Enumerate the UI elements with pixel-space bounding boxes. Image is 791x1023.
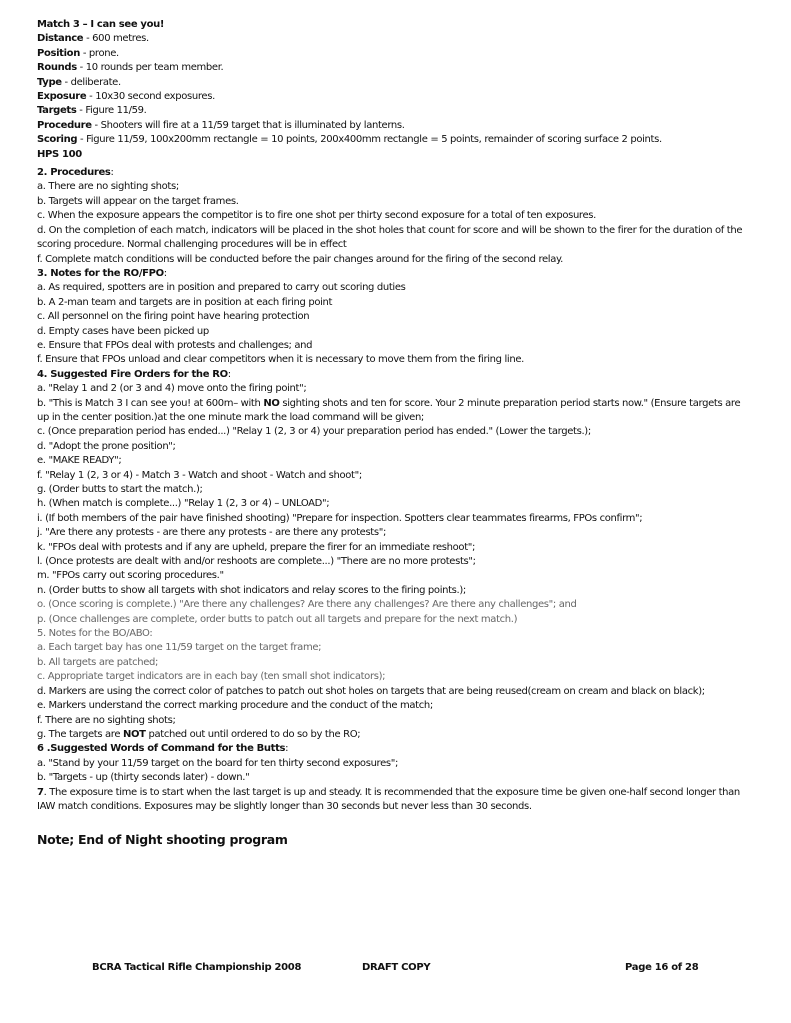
list-item: g. (Order butts to start the match.); <box>37 484 203 495</box>
list-item: e. "MAKE READY"; <box>37 455 122 467</box>
match-targets: Targets - Figure 11/59. <box>37 105 147 117</box>
list-item: a. There are no sighting shots; <box>37 181 179 193</box>
notes-bo-heading: 5. Notes for the BO/ABO: <box>37 628 153 640</box>
list-item: e. Markers understand the correct marking procedure and the conduct of the match; <box>37 700 433 712</box>
match-rounds: Rounds - 10 rounds per team member. <box>37 62 224 74</box>
match-hps: HPS 100 <box>37 148 82 160</box>
match-distance: Distance - 600 metres. <box>37 33 149 45</box>
footer-page-number: Page 16 of 28 <box>625 962 699 973</box>
end-note: Note; End of Night shooting program <box>37 832 288 847</box>
list-item: l. (Once protests are dealt with and/or reshoots are complete...) "There are no more protests"; <box>37 556 476 568</box>
fire-orders-heading: 4. Suggested Fire Orders for the RO: <box>37 368 231 380</box>
match-scoring: Scoring - Figure 11/59, 100x200mm rectangle = 10 points, 200x400mm rectangle = 5 points, remainder of scoring surface 2 points. <box>37 134 662 146</box>
list-item: p. (Once challenges are complete, order butts to patch out all targets and prepare for the next match.) <box>37 613 518 625</box>
list-item: c. All personnel on the firing point have hearing protection <box>37 311 310 323</box>
list-item: m. "FPOs carry out scoring procedures." <box>37 570 224 582</box>
list-item: b. All targets are patched; <box>37 656 159 668</box>
match-exposure: Exposure - 10x30 second exposures. <box>37 91 215 103</box>
page-footer <box>92 962 712 976</box>
procedures-heading: 2. Procedures: <box>37 167 114 179</box>
list-item: f. Complete match conditions will be conducted before the pair changes around for the firing of the second relay. <box>37 253 563 265</box>
list-item: f. Ensure that FPOs unload and clear competitors when it is necessary to move them from the firing line. <box>37 354 524 366</box>
list-item: f. There are no sighting shots; <box>37 714 176 726</box>
list-item: n. (Order butts to show all targets with shot indicators and relay scores to the firing points.); <box>37 584 466 596</box>
match-position: Position - prone. <box>37 47 119 59</box>
footer-title: BCRA Tactical Rifle Championship 2008 <box>92 962 302 973</box>
list-item: d. Markers are using the correct color of patches to patch out shot holes on targets that are being reused(cream on cream and black on black); <box>37 685 705 697</box>
list-item: a. "Relay 1 and 2 (or 3 and 4) move onto the firing point"; <box>37 383 307 395</box>
list-item: d. "Adopt the prone position"; <box>37 440 176 452</box>
list-item: c. (Once preparation period has ended...) "Relay 1 (2, 3 or 4) your preparation period has ended." (Lower the targets.); <box>37 426 591 438</box>
list-item: b. "This is Match 3 I can see you! at 600m– with NO sighting shots and ten for score. Your 2 minute preparation period starts now." (Ensure targets are up in the center position.)at the one minute mark the load command will be given; <box>37 397 741 423</box>
list-item: a. As required, spotters are in position and prepared to carry out scoring duties <box>37 282 406 294</box>
list-item: a. "Stand by your 11/59 target on the board for ten thirty second exposures"; <box>37 757 399 769</box>
list-item: c. When the exposure appears the competitor is to fire one shot per thirty second exposure for a total of ten exposures. <box>37 210 596 222</box>
match-procedure: Procedure - Shooters will fire at a 11/59 target that is illuminated by lanterns. <box>37 119 405 131</box>
list-item: f. "Relay 1 (2, 3 or 4) - Match 3 - Watch and shoot - Watch and shoot"; <box>37 469 362 481</box>
list-item: a. Each target bay has one 11/59 target on the target frame; <box>37 642 322 654</box>
document-body <box>37 18 749 814</box>
footer-draft-label: DRAFT COPY <box>362 962 431 973</box>
list-item: d. Empty cases have been picked up <box>37 325 209 337</box>
list-item: h. (When match is complete...) "Relay 1 (2, 3 or 4) – UNLOAD"; <box>37 498 330 510</box>
list-item: d. On the completion of each match, indicators will be placed in the shot holes that count for score and will be shown to the firer for the duration of the scoring procedure. Normal challenging procedures will be in effect <box>37 224 743 251</box>
notes-ro-heading: 3. Notes for the RO/FPO: <box>37 267 167 279</box>
list-item: k. "FPOs deal with protests and if any are upheld, prepare the firer for an immediate reshoot"; <box>37 541 476 553</box>
match-type: Type - deliberate. <box>37 76 121 88</box>
list-item: j. "Are there any protests - are there any protests - are there any protests"; <box>37 527 387 539</box>
match-title: Match 3 – I can see you! <box>37 19 165 30</box>
list-item: b. "Targets - up (thirty seconds later) - down." <box>37 772 250 784</box>
list-item: g. The targets are NOT patched out until ordered to do so by the RO; <box>37 728 361 740</box>
butts-heading: 6 .Suggested Words of Command for the Butts: <box>37 743 289 755</box>
list-item: c. Appropriate target indicators are in each bay (ten small shot indicators); <box>37 671 386 683</box>
list-item: b. A 2-man team and targets are in position at each firing point <box>37 296 333 308</box>
list-item: i. (If both members of the pair have finished shooting) "Prepare for inspection. Spotters clear teammates firearms, FPOs confirm"; <box>37 512 643 524</box>
list-item: b. Targets will appear on the target frames. <box>37 195 239 207</box>
exposure-note: 7. The exposure time is to start when the last target is up and steady. It is recommended that the exposure time be given one-half second longer than IAW match conditions. Exposures may be slightly longer than 30 seconds but never less than 30 seconds. <box>37 786 740 812</box>
list-item: o. (Once scoring is complete.) "Are there any challenges? Are there any challenges? Are there any challenges"; and <box>37 599 577 611</box>
list-item: e. Ensure that FPOs deal with protests and challenges; and <box>37 339 313 351</box>
